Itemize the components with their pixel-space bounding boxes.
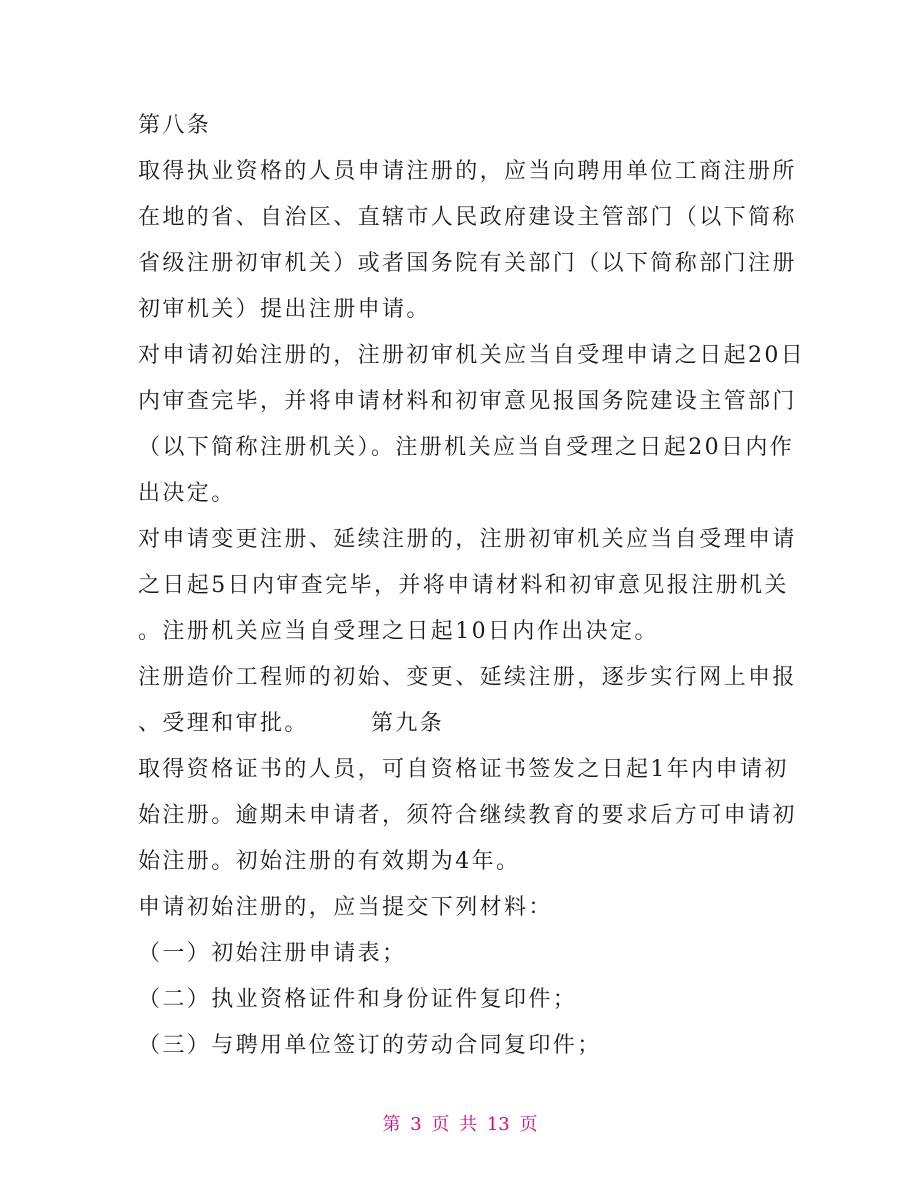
list-item: （一）初始注册申请表； bbox=[138, 941, 407, 966]
list-item: （二）执业资格证件和身份证件复印件； bbox=[138, 987, 578, 1012]
paragraph-line: 对申请初始注册的，注册初审机关应当自受理申请之日起20日 bbox=[138, 343, 806, 368]
paragraph-line: 始注册。逾期未申请者，须符合继续教育的要求后方可申请初 bbox=[138, 803, 797, 828]
list-item: （三）与聘用单位签订的劳动合同复印件； bbox=[138, 1033, 602, 1058]
page-number-footer: 第 3 页 共 13 页 bbox=[382, 1114, 538, 1135]
paragraph-line: 之日起5日内审查完毕，并将申请材料和初审意见报注册机关 bbox=[138, 573, 789, 598]
paragraph-line: 始注册。初始注册的有效期为4年。 bbox=[138, 849, 521, 874]
paragraph-line-with-article-heading-9: 、受理和审批。 第九条 bbox=[138, 711, 445, 736]
paragraph-line: 取得执业资格的人员申请注册的，应当向聘用单位工商注册所 bbox=[138, 159, 797, 184]
paragraph-line: 取得资格证书的人员，可自资格证书签发之日起1年内申请初 bbox=[138, 757, 789, 782]
article-heading-8: 第八条 bbox=[138, 113, 212, 138]
paragraph-line: 内审查完毕，并将申请材料和初审意见报国务院建设主管部门 bbox=[138, 389, 797, 414]
paragraph-line: 出决定。 bbox=[138, 481, 236, 506]
paragraph-line: 。注册机关应当自受理之日起10日内作出决定。 bbox=[138, 619, 659, 644]
paragraph-line: 申请初始注册的，应当提交下列材料： bbox=[138, 895, 553, 920]
paragraph-line: 省级注册初审机关）或者国务院有关部门（以下简称部门注册 bbox=[138, 251, 797, 276]
paragraph-line: （以下简称注册机关）。注册机关应当自受理之日起20日内作 bbox=[138, 435, 795, 460]
paragraph-line: 注册造价工程师的初始、变更、延续注册，逐步实行网上申报 bbox=[138, 665, 797, 690]
paragraph-line: 初审机关）提出注册申请。 bbox=[138, 297, 431, 322]
paragraph-line: 对申请变更注册、延续注册的，注册初审机关应当自受理申请 bbox=[138, 527, 797, 552]
paragraph-line: 在地的省、自治区、直辖市人民政府建设主管部门（以下简称 bbox=[138, 205, 797, 230]
